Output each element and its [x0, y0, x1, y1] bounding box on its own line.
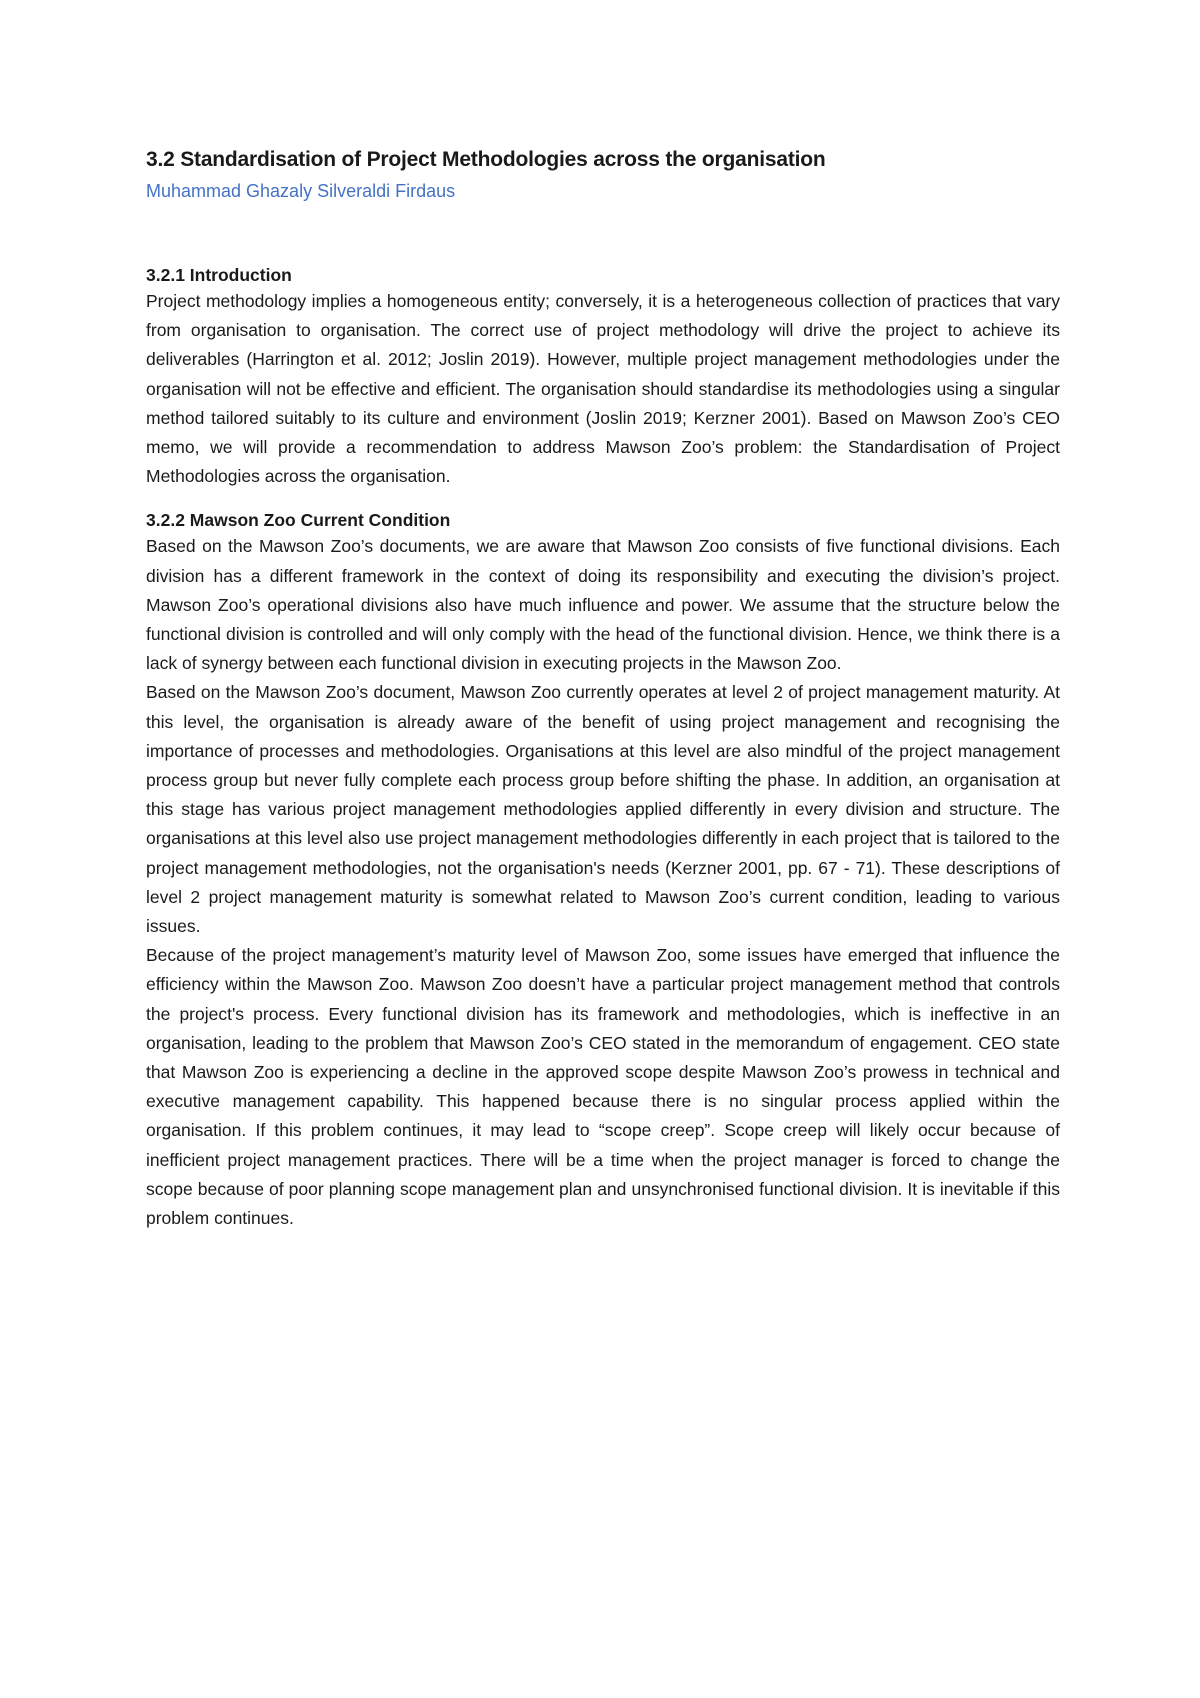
section-heading-introduction: 3.2.1 Introduction — [146, 265, 292, 285]
current-condition-paragraph-3: Because of the project management’s maturity level of Mawson Zoo, some issues have emerged that influence the efficiency within the Mawson Zoo. Mawson Zoo doesn’t have a particular project management method that controls the project's process. Every functional division has its framework and methodologies, which is ineffective in an organisation, leading to the problem that Mawson Zoo’s CEO stated in the memorandum of engagement. CEO state that Mawson Zoo is experiencing a decline in the approved scope despite Mawson Zoo’s prowess in technical and executive management capability. This happened because there is no singular process applied within the organisation. If this problem continues, it may lead to “scope creep”. Scope creep will likely occur because of inefficient project management practices. There will be a time when the project manager is forced to change the scope because of poor planning scope management plan and unsynchronised functional division. It is inevitable if this problem continues. — [146, 945, 1060, 1229]
document-title: 3.2 Standardisation of Project Methodologies across the organisation — [146, 148, 826, 171]
section-heading-current-condition: 3.2.2 Mawson Zoo Current Condition — [146, 510, 451, 531]
author-name: Muhammad Ghazaly Silveraldi Firdaus — [146, 181, 456, 201]
document-page — [146, 146, 1060, 1233]
introduction-paragraph: Project methodology implies a homogeneous entity; conversely, it is a heterogeneous collection of practices that vary from organisation to organisation. The correct use of project methodology will drive the project to achieve its deliverables (Harrington et al. 2012; Joslin 2019). However, multiple project management methodologies under the organisation will not be effective and efficient. The organisation should standardise its methodologies using a singular method tailored suitably to its culture and environment (Joslin 2019; Kerzner 2001). Based on Mawson Zoo’s CEO memo, we will provide a recommendation to address Mawson Zoo’s problem: the Standardisation of Project Methodologies across the organisation. — [146, 291, 1060, 487]
current-condition-paragraph-2: Based on the Mawson Zoo’s document, Mawson Zoo currently operates at level 2 of project management maturity. At this level, the organisation is already aware of the benefit of using project management and recognising the importance of processes and methodologies. Organisations at this level are also mindful of the project management process group but never fully complete each process group before shifting the phase. In addition, an organisation at this stage has various project management methodologies applied differently in every division and structure. The organisations at this level also use project management methodologies differently in each project that is tailored to the project management methodologies, not the organisation's needs (Kerzner 2001, pp. 67 - 71). These descriptions of level 2 project management maturity is somewhat related to Mawson Zoo’s current condition, leading to various issues. — [146, 682, 1060, 937]
current-condition-paragraph-1: Based on the Mawson Zoo’s documents, we are aware that Mawson Zoo consists of five functional divisions. Each division has a different framework in the context of doing its responsibility and executing the division’s project. Mawson Zoo’s operational divisions also have much influence and power. We assume that the structure below the functional division is controlled and will only comply with the head of the functional division. Hence, we think there is a lack of synergy between each functional division in executing projects in the Mawson Zoo. — [146, 536, 1060, 674]
